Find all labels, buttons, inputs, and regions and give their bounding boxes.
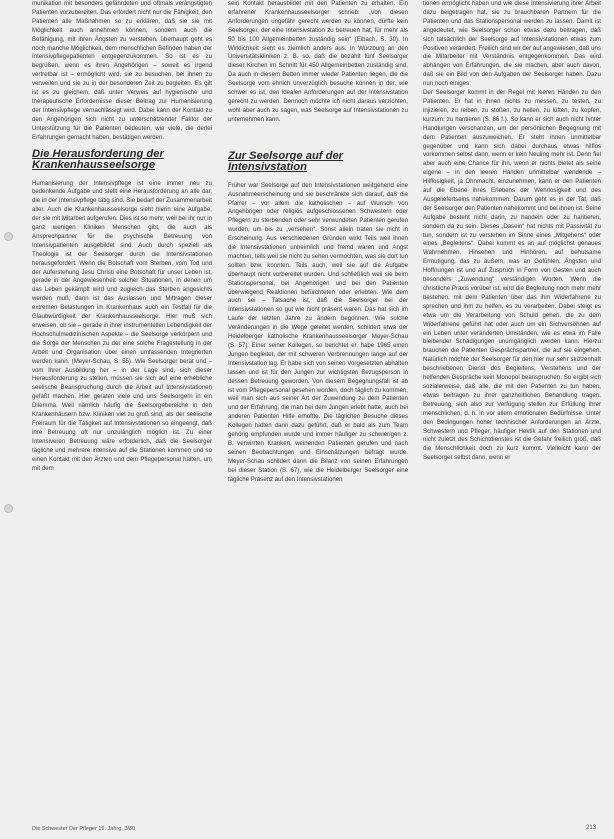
paragraph: Der Seelsorger kommt in der Regel mit leeren Händen zu den Patienten. Er hat in ihnen nichts zu messen, zu testen, zu injizieren, zu reiben, zu stoßen, zu heilen, zu lüften, zu kopfen, kurzum: zu hantieren (S. 86 f.). So kann er sich auch nicht hinter Handlungen verschanzen, um der persönlichen Begegnung mit dem Patienten auszuweichen. Er steht ihnen unmittelbar gegenüber und kann sich dabei durchaus etwas hilflos vorkommen selbst dann, wenn er kein Neuling mehr ist. Denn fiel aber auch eine Chance für ihn, wenn er nichts bietet als seine eigene – in den leeren Händen unmittelbar wendende – Hilflosigkeit, ja Ohnmacht, einzunehmen, kann er den Patienten auf die Ebene ihres Erlebens der Wehrlosigkeit und des Ausgeliefertseins nahekommen. Darum geht es in der Tat, daß der Seelsorger den Patienten nahekommt und bei ihnen ist. Seine Aufgabe besteht nicht darin, zu handeln oder zu hantieren, sondern da zu sein. Dieses „Dasein“ hat nichts mit Passivität zu tun, sondern ist zu verstehen im Sinne eines „Mitgehens“ oder eines „Begleitens“. Dabei kommt es an auf möglichst genaues Wahrnehmen, Hinsehen und Hinhören, auf behutsame Ermutigung, das zu äußern, was an Gefühlen, Ängsten und Hoffnungen ist und auf Zuspruch in Form von Gesten und auch besonders „Zuwendung“ verständigen Worten. Wenn die christliche Praxis vorüber ist, wird die Begleitung noch mehr mehr bestehen, mit dem Patienten über das ihm Widerfahrene zu sprechen und ihm zu helfen, es zu verarbeiten. Dabei steigt es etwa um die Verarbeitung von Schuld gehen, die zu dem Widerfahrene geführt hat oder auch um ein Sichversöhnen auf ein Leben unter veränderten Umständen, wie es etwa im Falle bleibender Schädigungen unumgänglich werden kann. Hierzu brauchen die Patienten Gesprächspartner, die auf sie eingehen. Natürlich möchte der Seelsorger für den hier nur sehr skizzenhaft beschriebenen Dienst des Begleitens, Verstehens und der helfenden Gespräche kein Monopol beanspruchen. So ergibt sich sozialerweise, daß alle, die mit den Patienten zu tun haben, etwas beitragen zu ihrer ganzheitlichen Behandlung tragen. Betreuung, sich also zur Verfügung stellen zur Erfüllung ihrer menschlichen, d. h. in vor allem emotionalen Bedürfnisse. Unter den Bedingungen hoher technischer Anforderungen an Ärzte, Schwestern und Pfleger, häufiger Hektik auf den Stationen und nicht zuletzt des Schichtdienstes ist die Gefahr freilich groß, daß die Menschlichkeit doch zu kurz kommt. Vielleicht kann der Seelsorger selbst dann, wenn er — [423, 89, 601, 462]
text-column-1 — [32, 0, 212, 820]
page-number: 213 — [585, 825, 596, 831]
paragraph: sein Kontakt herausbildet mit den Patienten zu erhalten. Ein erfahrener Krankenhausseelsorger schrieb: „Von diesen Anforderungen ungefähr gerecht werden zu können, dürfte kein Seelsorger, der eine Intensivstation zu betreuen hat, für mehr als 50 bis 100 Allgemeinbetten zuständig sein“ (Eibach, S. 30). In Wirklichkeit sieht es ziemlich anders aus. In Würzburg an den Universitätskliniken z. B. so, daß die bezahlt fünf Seelsorger dieser Kirchen im Schnitt für 450 Allgemeinbetten zuständig sind. Da auch in diesem Betten immer wieder Patienten liegen, die die Seelsorge vom ehrlich unverzüglich besuche können in der, wie schwer es ist, den idealen Anforderungen auf der Intensivstation gerecht zu werden. Dennoch möchte ich nicht daraus verzichten, wohl aber auch zu sagen, was Seelsorge auf Intensivstationen zu unternehmen kann. — [228, 0, 408, 123]
paragraph: Früher war Seelsorge auf den Intensivstationen weitgehend eine Ausnahmeerscheinung und sie beschränkte sich darauf, daß die Pfarrer – vor allem die katholischen – auf Wunsch von Angehörigen oder religiös aufgeschlossenen Schwestern oder Pflegern zu sterbenden oder sehr verwundeten Patienten gerufen wurden, um bis zu „versehen“. Sonst allein traten sie nicht in Erscheinung. Aus verschiedenen Gründen wirkt Teils weil ihnen die Intensivstationen unheimlich und fremd waren und Angst machten, teils weil sie nicht zu sehen vermochten, was sie dort tun sollten bzw. konnten. Teils auch, weil sie auf die Aufgabe überhaupt nicht vorbereitet wurden. Und schließlich weil sie beim Stationspersonal, bei Angehörigen und bei den Patienten überwiegend Reaktionen befürchteten oder erlebten. Wie dem auch sei – Tatsache ist, daß die Seelsorger bei der Intensivstationen so gut wie nicht präsent waren. Das hat sich im Laufe der letzten Jahre zu ändern begonnen. Wie solche Veränderungen in die Wege geleitet werden, schildert etwa der Heidelberger katholische Krankenhausseelsorger Meyer-Schau (S. 57): Einer seiner Kollegen, so berichtet er, habe 1965 einen Jungen begleitet, der mit schweren Verbrennungen lange auf der Intensivstation lag. Er habe sich von seinen Vorgesetzten abhalten lassen und ist für den Jungen zur wichtigsten Bezugsperson in dessen Betreuung geworden. Von diesem Begegnungsfall ist ab ist vom Pflegepersonal gesehen worden, doch täglich zu kommen, weil man sich aus seiner Art der Zuwendung zu dem Patienten und der Erfahrung, die man bei dem Jungen erlebt hatte, auch bei anderen Patienten Hilfe erhoffte. Die täglichen Besuche dieses Kollegen hatten dann dazu geführt, daß er bald als zum Team gehörig empfunden wurde und immer häufiger zu schwierigen z. B. verwirrten Kranken, weinenden Patienten gerufen und nach seinen Beobachtungen und Einschätzungen befragt wurde. Meyer-Schau schildert dann die Bilanz von seinen Erfahrungen bei dieser Station (S. 67), wie die Heidelberger Seelsorger eine tägliche Präsenz auf den Intensivstationen — [228, 181, 408, 483]
paragraph: tionen ermöglicht haben und wie diese Intensivierung ihrer Arbeit dazu beigetragen hat, sie zu brauchbaren Partnern für die Patienten und das Stationspersonal werden zu lassen. Damit ist angedeutet, wie Seelsorger schon etwas dazu beitragen, daß sich tatsächlich der Seelsorge auf Intensivstationen etwas zum Positiven verändert. Freilich sind wir der auf angewiesen, daß uns die Mitarbeiter mit Verständnis entgegenkommen. Das wird abhängen von Erfahrungen, die sie machen, aber auch davon, daß sie ein Bild von den Aufgaben der Seelsorger haben. Dazu nun noch einiges: — [423, 0, 601, 88]
paragraph: munikation mit besonders gefährdeten und oftmals verängstigten Patienten vorzubereiten. Das erfordert nicht nur die Fähigkeit, den Patienten alle Maßnahmen so zu erklären, daß sie sie mit Möglichkeit auch annehmen können, sondern auch die Befähigung, mit ihren Ängsten zu verstehen, überhaupt geht es noch manche Möglichkeit, dem menschlichen Befinden haben der Intensivpflegepatienten entgegenzukommen. So ist es zu begrüßen, wenn es ihren Angehörigen – soweit es irgend vertretbar ist – ermöglicht wird, sie zu besuchen, bei ihnen zu verweilen und sie zu in der besonderen Zeit zu begleiten. Es gilt ist es zu gleichem, daß unter Verweis auf hygienische und therapeutische Erfordernisse dieser Beitrag zur Humanisierung der Intensivpflege vernachlässigt wird. Dabei kann der Kontakt zu den Angehörigen sich nicht zu unterschätzender Faktor der Unterstützung für die Patienten bedeuten, wie viele, die derlei Erfahrungen gemacht haben, bestätigen werden. — [32, 0, 212, 141]
punch-hole — [4, 232, 13, 241]
text-column-3 — [423, 0, 601, 820]
paragraph: Humanisierung der Intensivpflege ist eine immer neu zu bedenkende Aufgabe und stellt eine Herausforderung an alle dar, die in der Intensivpflege tätig sind. Sie bedarf der Zusammenarbeit aller. Auch die Krankenhausseelsorge sieht hierin eine Aufgabe, der sie mit Mitarbeit aufgerufen. Dies ist so mehr, weil bei ihr nur in ganz wenigen Kliniken Menschen gibt, die auch als Ansprechpartner für die psychische Betreuung von Intensivpatienten ausgebildet sind. Auch durch speziell als Theologie ist der Seelsorger durch die Intensivstationen herausgefordert. Wenn die Botschaft vom Sterben, vom Tod und der Auferstehung Jesu Christi eine Botschaft für unser Leben ist, gerade in der Angewiesenheit solcher Situationen, in denen um das Leben gekämpft wird und zugleich das Sterben angesichts werden muß, dann ist das Auslassen und Mittragen dieser extremen Belastungen im Krankenhaus auch ein Testfall für die Glaubwürdigkeit der Krankenhausseelsorge. Hier muß sich erweisen, ob sie – gerade in ihrer instrumentellen Lebendigkeit der Hochschulmedizinischen Aspekte – die Seelsorge verkörpern und die Sorge der Menschen zu der eine solche Fragestellung in der Arbeit und Organisation über einen umfassenden Integrierten werden kann. (Meyer-Schau, S. 55). Wie Seelsorger berät und – vom Ihrer Ausbildung her – in der Lage sind, sich dieser Herausforderung zu stellen, müssen sie sich auf eine erhebliche seelische Beanspruchung durch die Arbeit auf Intensivstationen gefaßt machen. Hier geraten viele und uns Seelsorgern in ein Dilemma. Weil nämlich häufig die Seelsorgebereiche in den Krankenhäusern bzw. Kliniken viel zu groß sind, als der seelische Freiraum für die Tätigkeit auf Intensivstationen so eingeengt, daß ihre Betreuung oft nur unzulänglich möglich ist. Zu einer Intensiveren Betreuung wäre erforderlich, daß die Seelsorger tägliche und mehrere intensive auf die Stationen kommen und so einen Kontakt mit den Ärzten und dem Pflegepersonal halten, um mit dem — [32, 179, 212, 472]
section-heading: Zur Seelsorge auf der Intensivstation — [228, 149, 344, 174]
text-column-2 — [228, 0, 408, 820]
journal-footer: Die Schwester Der Pfleger 19. Jahrg. 3/80 — [32, 826, 136, 832]
section-heading: Die Herausforderung der Krankenhausseelsorge — [32, 147, 164, 171]
punch-hole — [4, 504, 13, 513]
